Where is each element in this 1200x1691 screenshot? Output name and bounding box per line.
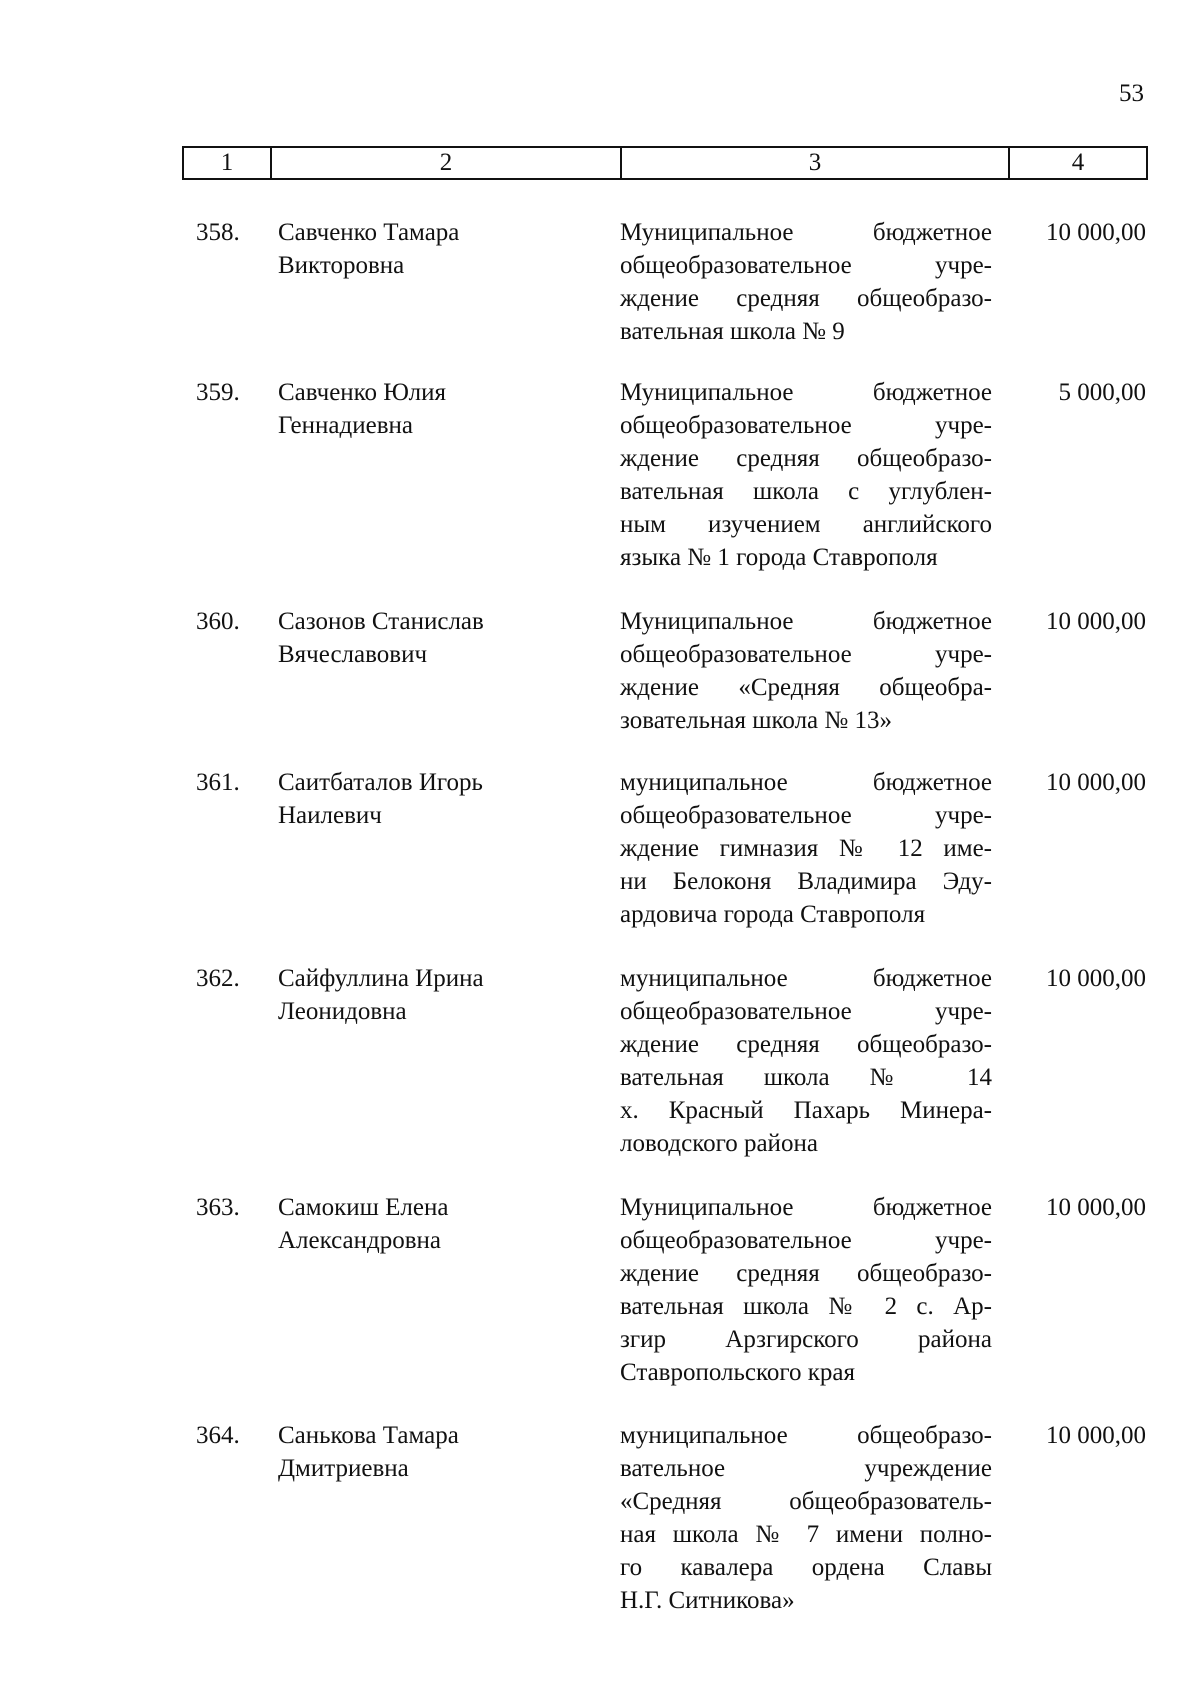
org-line: вательная школа № 2 с. Ар- (620, 1293, 992, 1320)
org-line: вательная школа № 14 (620, 1064, 992, 1091)
amount: 10 000,00 (1046, 1194, 1146, 1221)
person-name (278, 766, 598, 832)
row-number: 359. (196, 379, 240, 406)
org-line: ждение средняя общеобразо- (620, 1031, 992, 1058)
org-line: вательная школа № 9 (620, 318, 845, 345)
org-line: ловодского района (620, 1130, 818, 1157)
org-line: Н.Г. Ситникова» (620, 1587, 795, 1614)
org-line: ным изучением английского (620, 511, 992, 538)
row-number: 361. (196, 769, 240, 796)
org-line: общеобразовательное учре- (620, 802, 992, 829)
name-line: Савченко Юлия (278, 379, 447, 406)
org-line: языка № 1 города Ставрополя (620, 544, 938, 571)
organization (620, 216, 992, 348)
org-line: ная школа № 7 имени полно- (620, 1521, 992, 1548)
name-line: Геннадиевна (278, 412, 413, 439)
organization (620, 605, 992, 737)
row-number: 363. (196, 1194, 240, 1221)
org-line: общеобразовательное учре- (620, 641, 992, 668)
org-line: муниципальное общеобразо- (620, 1422, 992, 1449)
org-line: Муниципальное бюджетное (620, 1194, 992, 1221)
organization (620, 962, 992, 1160)
name-line: Саитбаталов Игорь (278, 769, 483, 796)
row-number: 358. (196, 219, 240, 246)
org-line: вательное учреждение (620, 1455, 992, 1482)
name-line: Викторовна (278, 252, 405, 279)
name-line: Вячеславович (278, 641, 428, 668)
org-line: общеобразовательное учре- (620, 998, 992, 1025)
organization (620, 1191, 992, 1389)
org-line: ждение гимназия № 12 име- (620, 835, 992, 862)
amount: 10 000,00 (1046, 1422, 1146, 1449)
amount: 5 000,00 (1058, 379, 1146, 406)
org-line: згир Арзгирского района (620, 1326, 992, 1353)
name-line: Дмитриевна (278, 1455, 409, 1482)
amount: 10 000,00 (1046, 219, 1146, 246)
header-col-2: 2 (270, 148, 620, 178)
row-number: 362. (196, 965, 240, 992)
header-col-1: 1 (220, 149, 234, 176)
organization (620, 766, 992, 931)
person-name (278, 1419, 598, 1485)
name-line: Наилевич (278, 802, 382, 829)
org-line: ждение средняя общеобразо- (620, 285, 992, 312)
org-line: ждение средняя общеобразо- (620, 1260, 992, 1287)
page-number: 53 (1119, 80, 1144, 107)
name-line: Санькова Тамара (278, 1422, 459, 1449)
amount: 10 000,00 (1046, 769, 1146, 796)
person-name (278, 376, 598, 442)
org-line: Муниципальное бюджетное (620, 219, 992, 246)
org-line: х. Красный Пахарь Минера- (620, 1097, 992, 1124)
org-line: «Средняя общеобразователь- (620, 1488, 992, 1515)
org-line: ардовича города Ставрополя (620, 901, 926, 928)
org-line: общеобразовательное учре- (620, 1227, 992, 1254)
org-line: общеобразовательное учре- (620, 412, 992, 439)
table-header (182, 146, 1148, 180)
header-col-3: 3 (620, 148, 1008, 178)
name-line: Леонидовна (278, 998, 407, 1025)
name-line: Сазонов Станислав (278, 608, 484, 635)
person-name (278, 605, 598, 671)
organization (620, 376, 992, 574)
organization (620, 1419, 992, 1617)
org-line: зовательная школа № 13» (620, 707, 892, 734)
org-line: Ставропольского края (620, 1359, 855, 1386)
org-line: Муниципальное бюджетное (620, 608, 992, 635)
org-line: ждение средняя общеобразо- (620, 445, 992, 472)
person-name (278, 962, 598, 1028)
person-name (278, 1191, 598, 1257)
row-number: 360. (196, 608, 240, 635)
amount: 10 000,00 (1046, 608, 1146, 635)
org-line: общеобразовательное учре- (620, 252, 992, 279)
org-line: Муниципальное бюджетное (620, 379, 992, 406)
name-line: Сайфуллина Ирина (278, 965, 484, 992)
name-line: Савченко Тамара (278, 219, 460, 246)
header-col-4: 4 (1008, 148, 1146, 178)
org-line: ждение «Средняя общеобра- (620, 674, 992, 701)
org-line: муниципальное бюджетное (620, 965, 992, 992)
name-line: Александровна (278, 1227, 442, 1254)
row-number: 364. (196, 1422, 240, 1449)
org-line: муниципальное бюджетное (620, 769, 992, 796)
org-line: вательная школа с углублен- (620, 478, 992, 505)
org-line: го кавалера ордена Славы (620, 1554, 992, 1581)
name-line: Самокиш Елена (278, 1194, 449, 1221)
person-name (278, 216, 598, 282)
org-line: ни Белоконя Владимира Эду- (620, 868, 992, 895)
amount: 10 000,00 (1046, 965, 1146, 992)
